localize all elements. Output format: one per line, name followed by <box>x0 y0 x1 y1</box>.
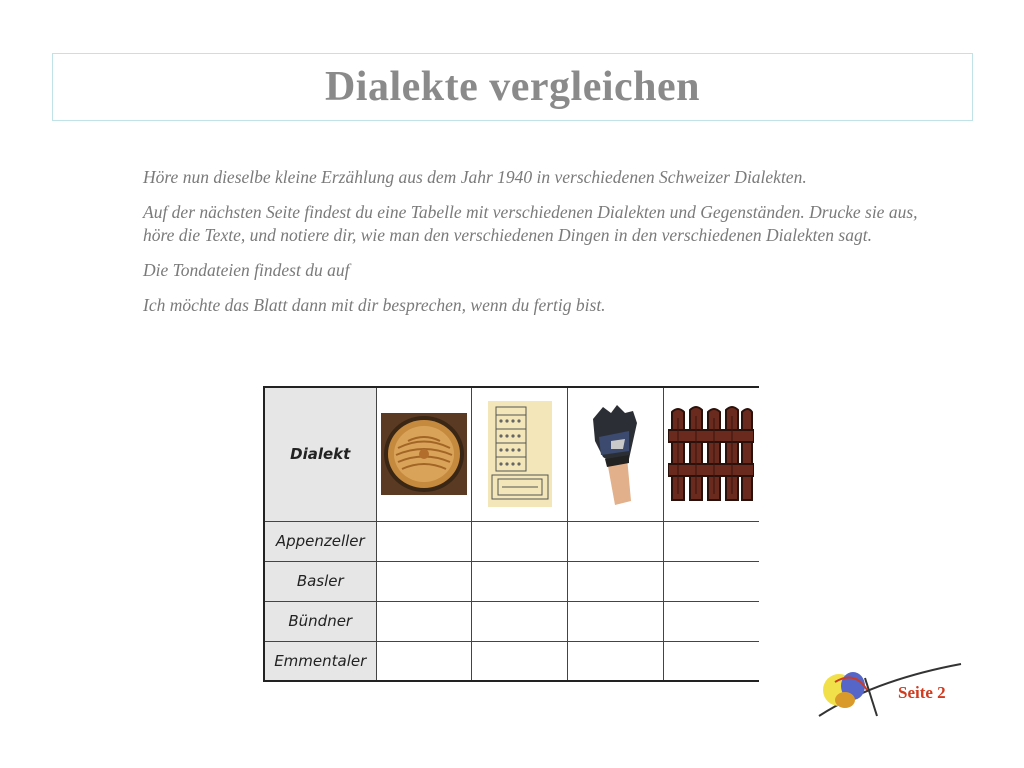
table-cell <box>376 601 472 641</box>
table-row <box>264 641 759 681</box>
header-glove <box>568 387 664 521</box>
paragraph-1: Höre nun dieselbe kleine Erzählung aus dem Jahr 1940 in verschiedenen Schweizer Dialekten. <box>143 167 807 187</box>
paragraph-4: Ich möchte das Blatt dann mit dir besprechen, wenn du fertig bist. <box>143 295 606 315</box>
table-cell <box>663 601 759 641</box>
stove-icon <box>488 401 552 507</box>
header-stove <box>472 387 568 521</box>
table-cell <box>472 521 568 561</box>
row-label-appenzeller: Appenzeller <box>264 521 376 561</box>
table-row <box>264 601 759 641</box>
table-cell <box>663 561 759 601</box>
table-cell <box>472 641 568 681</box>
header-dialekt: Dialekt <box>264 387 376 521</box>
row-label-basler: Basler <box>264 561 376 601</box>
row-label-buendner: Bündner <box>264 601 376 641</box>
table-cell <box>568 601 664 641</box>
page-title: Dialekte vergleichen <box>324 64 701 110</box>
fence-icon <box>668 404 754 504</box>
header-pie <box>376 387 472 521</box>
table-cell <box>663 521 759 561</box>
table-cell <box>663 641 759 681</box>
table-cell <box>376 521 472 561</box>
header-fence <box>663 387 759 521</box>
table-cell <box>568 641 664 681</box>
page-number: Seite 2 <box>898 683 946 702</box>
dialect-table <box>263 386 759 682</box>
table-cell <box>376 561 472 601</box>
instructions <box>143 166 923 329</box>
glove-icon <box>585 401 645 507</box>
table-cell <box>472 561 568 601</box>
dialect-table-wrapper <box>263 386 763 689</box>
table-row <box>264 561 759 601</box>
paragraph-2: Auf der nächsten Seite findest du eine Tabelle mit verschiedenen Dialekten und Gegenständen. Drucke sie aus, höre die Texte, und notiere dir, wie man den verschiedenen Dingen in den verschiedenen Dialekten sagt. <box>143 202 918 245</box>
table-header-row <box>264 387 759 521</box>
table-cell <box>472 601 568 641</box>
title-box <box>52 53 973 121</box>
table-cell <box>376 641 472 681</box>
table-cell <box>568 561 664 601</box>
row-label-emmentaler: Emmentaler <box>264 641 376 681</box>
table-cell <box>568 521 664 561</box>
paragraph-3: Die Tondateien findest du auf <box>143 260 350 280</box>
pie-icon <box>381 413 467 495</box>
table-row <box>264 521 759 561</box>
